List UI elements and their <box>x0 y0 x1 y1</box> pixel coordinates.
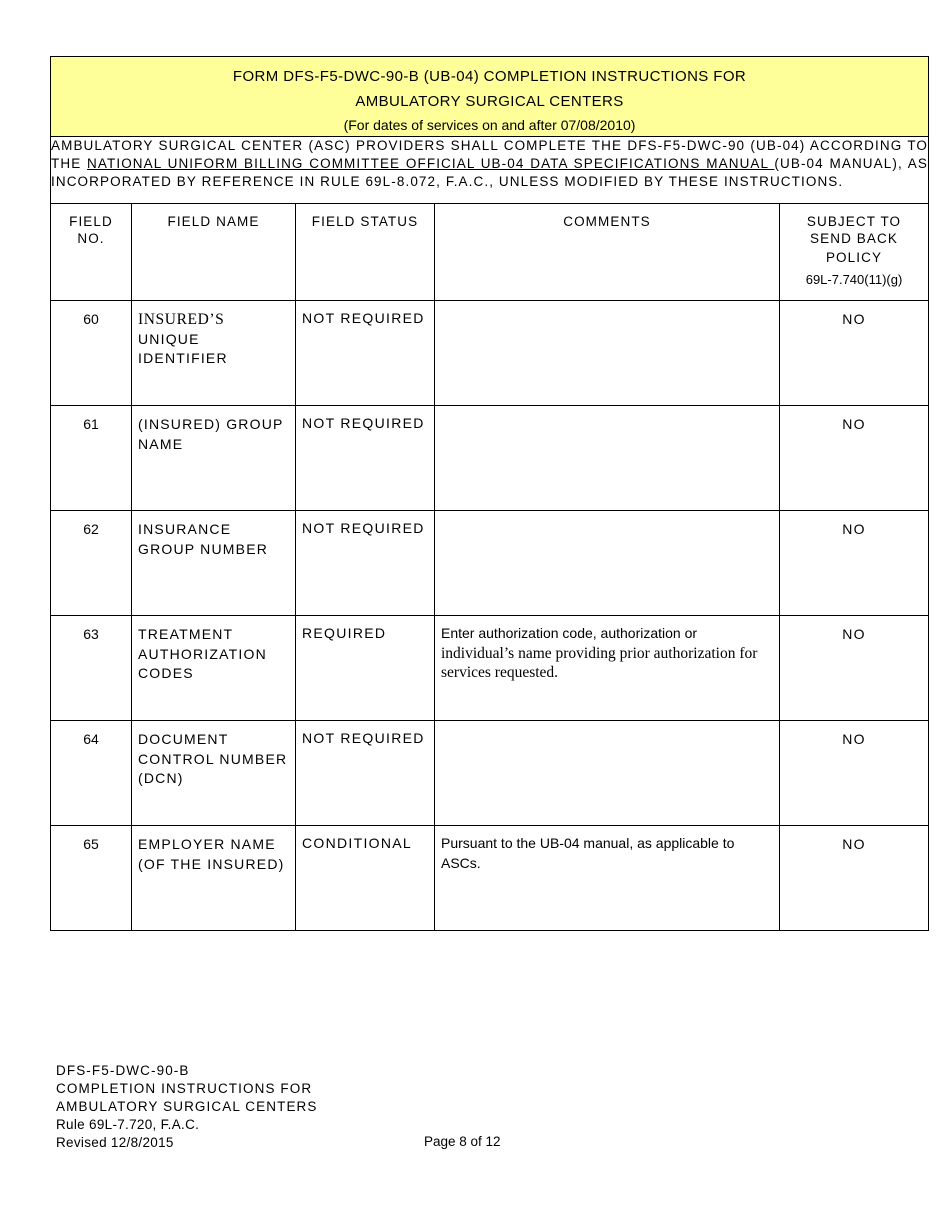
footer-revised: Revised 12/8/2015 <box>56 1135 174 1150</box>
header-send-back-line2: SEND BACK <box>810 231 898 246</box>
table-row <box>51 406 929 511</box>
header-field-name-label: FIELD NAME <box>167 214 260 229</box>
intro-row <box>51 137 929 204</box>
page-number: Page 8 of 12 <box>424 1134 501 1149</box>
field-status: REQUIRED <box>296 616 435 721</box>
table-row <box>51 616 929 721</box>
field-comments <box>435 406 780 511</box>
send-back-value: NO <box>780 616 929 721</box>
send-back-value: NO <box>780 721 929 826</box>
field-comments-part-1: Enter authorization code, authorization or <box>441 625 698 641</box>
field-number: 64 <box>51 721 132 826</box>
send-back-value: NO <box>780 301 929 406</box>
title-dates: (For dates of services on and after 07/08/2010) <box>343 117 636 133</box>
header-send-back-line1: SUBJECT TO <box>806 214 902 229</box>
field-number: 60 <box>51 301 132 406</box>
footer-rule: Rule 69L-7.720, F.A.C. <box>56 1117 200 1132</box>
field-number: 65 <box>51 826 132 931</box>
field-name-rest: UNIQUE IDENTIFIER <box>138 330 228 366</box>
send-back-value: NO <box>780 826 929 931</box>
header-field-no-line1: FIELD <box>69 214 113 229</box>
field-name: EMPLOYER NAME (OF THE INSURED) <box>132 826 296 931</box>
title-row <box>51 57 929 137</box>
header-comments-label: COMMENTS <box>563 214 651 229</box>
table-row <box>51 826 929 931</box>
field-name: INSURANCE GROUP NUMBER <box>132 511 296 616</box>
send-back-value: NO <box>780 406 929 511</box>
title-line-2: AMBULATORY SURGICAL CENTERS <box>355 93 624 110</box>
table-row <box>51 721 929 826</box>
title-line-1: FORM DFS-F5-DWC-90-B (UB-04) COMPLETION INSTRUCTIONS FOR <box>232 68 747 85</box>
form-title <box>51 57 929 137</box>
field-status: NOT REQUIRED <box>296 721 435 826</box>
field-comments: Pursuant to the UB-04 manual, as applicable to ASCs. <box>435 826 780 931</box>
table-row <box>51 511 929 616</box>
header-send-back <box>780 204 929 301</box>
footer-line-2: COMPLETION INSTRUCTIONS FOR <box>56 1081 313 1096</box>
field-name: (INSURED) GROUP NAME <box>132 406 296 511</box>
field-name <box>132 301 296 406</box>
form-footer <box>56 1062 318 1152</box>
field-status: CONDITIONAL <box>296 826 435 931</box>
field-comments-part-2: individual’s name providing prior authorization for services requested. <box>441 644 758 681</box>
field-comments <box>435 616 780 721</box>
field-number: 61 <box>51 406 132 511</box>
field-number: 62 <box>51 511 132 616</box>
field-name: TREATMENT AUTHORIZATION CODES <box>132 616 296 721</box>
header-row <box>51 204 929 301</box>
field-name: DOCUMENT CONTROL NUMBER (DCN) <box>132 721 296 826</box>
header-field-no <box>51 204 132 301</box>
intro-text <box>51 137 929 204</box>
field-status: NOT REQUIRED <box>296 301 435 406</box>
footer-line-3: AMBULATORY SURGICAL CENTERS <box>56 1099 318 1114</box>
instructions-table <box>50 56 929 931</box>
header-field-no-line2: NO. <box>77 231 105 246</box>
header-field-status <box>296 204 435 301</box>
field-name-prefix: INSURED’S <box>138 311 225 328</box>
field-comments <box>435 721 780 826</box>
field-status: NOT REQUIRED <box>296 406 435 511</box>
table-row <box>51 301 929 406</box>
send-back-value: NO <box>780 511 929 616</box>
footer-form-number: DFS-F5-DWC-90-B <box>56 1063 190 1078</box>
field-comments <box>435 301 780 406</box>
field-comments <box>435 511 780 616</box>
header-send-back-line3: POLICY <box>825 250 883 265</box>
header-send-back-rule: 69L-7.740(11)(g) <box>805 272 903 287</box>
intro-part-1: AMBULATORY SURGICAL CENTER (ASC) PROVIDERS SHALL COMPLETE THE DFS-F5-DWC-90 (UB-04) ACCORDING TO THE <box>51 138 929 171</box>
header-comments <box>435 204 780 301</box>
manual-reference: NATIONAL UNIFORM BILLING COMMITTEE OFFICIAL UB-04 DATA SPECIFICATIONS MANUAL <box>87 156 775 171</box>
header-field-status-label: FIELD STATUS <box>311 214 419 229</box>
intro-part-2: (UB-04 MANUAL), AS INCORPORATED BY REFERENCE IN RULE 69L-8.072, F.A.C., UNLESS MODIFIED BY THESE INSTRUCTIONS. <box>51 156 929 189</box>
field-status: NOT REQUIRED <box>296 511 435 616</box>
field-number: 63 <box>51 616 132 721</box>
header-field-name <box>132 204 296 301</box>
